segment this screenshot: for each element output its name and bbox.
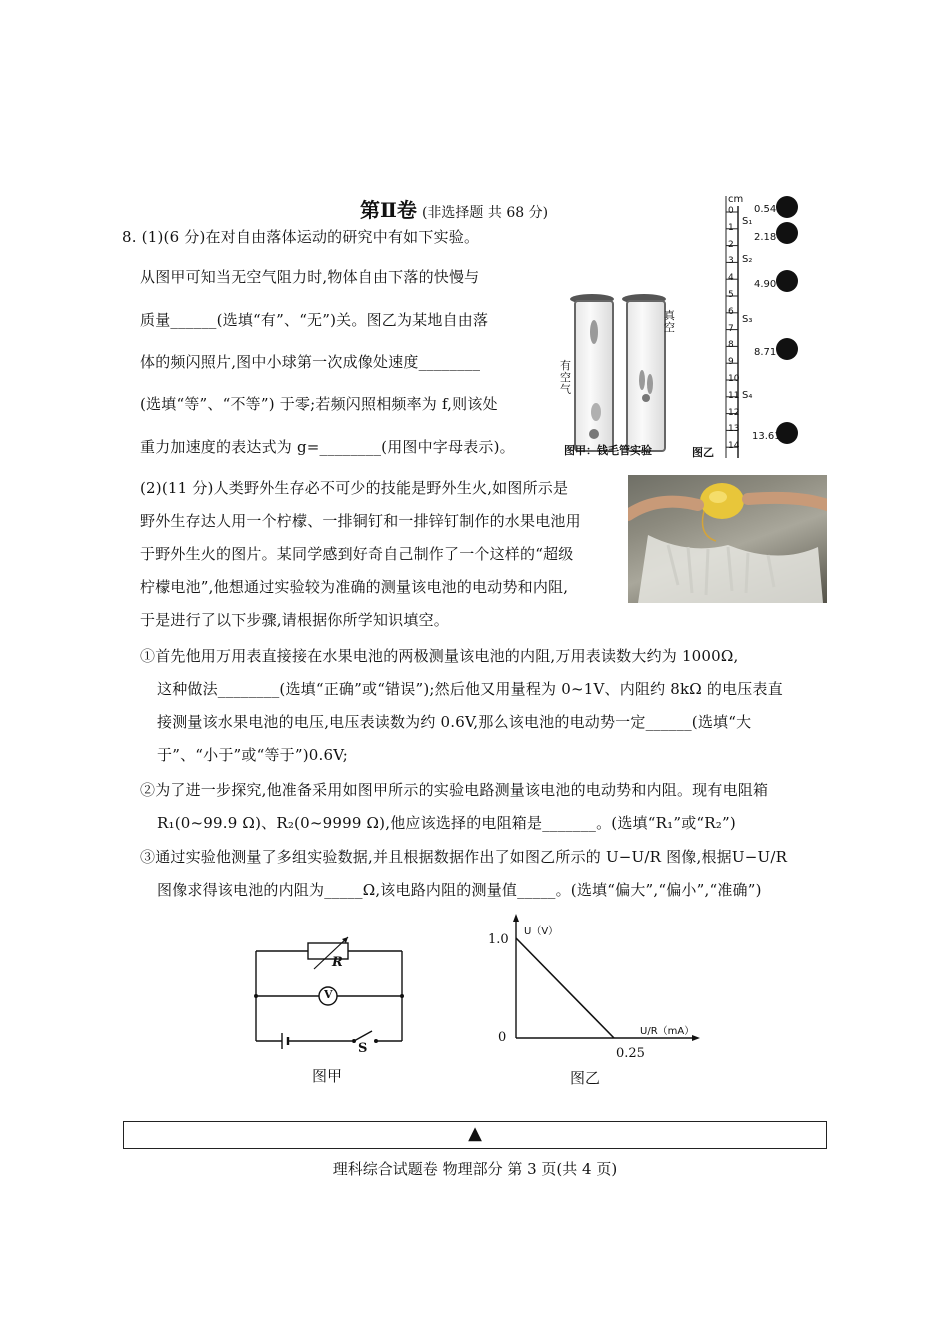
ruler-tick-label: 7 bbox=[728, 323, 734, 334]
q8-p1-line: (选填“等”、“不等”) 于零;若频闪照相频率为 f,则该处 bbox=[140, 395, 498, 413]
q8-p1-line: 体的频闪照片,图中小球第一次成像处速度________ bbox=[140, 353, 481, 371]
q8-intro: 8. (1)(6 分)在对自由落体运动的研究中有如下实验。 bbox=[122, 228, 480, 246]
strobe-photo-figure bbox=[690, 192, 810, 462]
circuit-caption: 图甲 bbox=[312, 1067, 343, 1085]
reading-1: 0.54 bbox=[754, 204, 777, 215]
ruler-tick-label: 5 bbox=[728, 290, 734, 300]
x-tick-label: 0.25 bbox=[616, 1046, 645, 1061]
falling-objects-vacuum bbox=[628, 302, 664, 450]
q8-p2-line: (2)(11 分)人类野外生存必不可少的技能是野外生火,如图所示是 bbox=[140, 479, 569, 497]
label-with-air: 有空气 bbox=[560, 359, 571, 396]
u-ur-graph bbox=[480, 912, 710, 1087]
ruler-tick-label: 4 bbox=[728, 273, 734, 284]
q8-p1-line: 从图甲可知当无空气阻力时,物体自由下落的快慢与 bbox=[140, 268, 480, 286]
origin-label: 0 bbox=[498, 1030, 507, 1045]
section-header bbox=[360, 194, 548, 223]
reading-5: 13.61 bbox=[752, 431, 781, 442]
ruler-unit: cm bbox=[728, 194, 744, 205]
ruler-tick-label: 6 bbox=[728, 306, 734, 317]
falling-objects-air bbox=[576, 302, 612, 450]
ball-image-2 bbox=[776, 222, 798, 244]
reading-2: 2.18 bbox=[754, 232, 777, 243]
caption-tube-figure: 图甲：钱毛管实验 bbox=[564, 444, 652, 457]
switch-symbol bbox=[354, 1031, 372, 1041]
ruler-tick-label: 11 bbox=[728, 390, 740, 401]
q8-p2-line: 野外生存达人用一个柠檬、一排铜钉和一排锌钉制作的水果电池用 bbox=[140, 512, 581, 530]
ruler-tick-label: 10 bbox=[728, 374, 740, 384]
page-footer: 理科综合试题卷 物理部分 第 3 页(共 4 页) bbox=[332, 1160, 618, 1178]
q8-item3-line: 图像求得该电池的内阻为_____Ω,该电路内阻的测量值_____。(选填“偏大”,“偏小”,“准确”) bbox=[157, 881, 762, 899]
voltmeter-label: V bbox=[324, 988, 333, 1001]
tube-vacuum bbox=[626, 300, 666, 452]
ruler-graphic bbox=[690, 192, 810, 462]
switch-label: S bbox=[358, 1041, 368, 1056]
q8-p1-line: 重力加速度的表达式为 g=________(用图中字母表示)。 bbox=[140, 438, 515, 456]
q8-p1-line: 质量______(选填“有”、“无”)关。图乙为某地自由落 bbox=[140, 311, 489, 329]
ruler-tick-label: 14 bbox=[728, 441, 740, 452]
ruler-tick-label: 2 bbox=[728, 239, 734, 250]
segment-s3: S₃ bbox=[742, 314, 753, 325]
y-tick-label: 1.0 bbox=[488, 932, 509, 947]
reading-4: 8.71 bbox=[754, 347, 777, 358]
feather-tube-figure bbox=[560, 290, 700, 460]
caption-strobe-figure: 图乙 bbox=[692, 446, 714, 459]
ruler-tick-label: 0 bbox=[728, 206, 734, 216]
ruler-tick-label: 12 bbox=[728, 407, 740, 418]
section-subtitle: (非选择题 共 68 分) bbox=[421, 205, 549, 221]
segment-s2: S₂ bbox=[742, 254, 753, 265]
q8-item2-line: ②为了进一步探究,他准备采用如图甲所示的实验电路测量该电池的电动势和内阻。现有电阻箱 bbox=[140, 781, 769, 799]
ball-image-3 bbox=[776, 270, 798, 292]
data-line bbox=[516, 938, 614, 1038]
segment-s1: S₁ bbox=[742, 216, 753, 227]
section-title: 第Ⅱ卷 bbox=[360, 198, 417, 222]
lemon-battery-illustration bbox=[628, 475, 827, 603]
ruler-tick-label: 8 bbox=[728, 340, 734, 351]
ruler-tick-label: 9 bbox=[728, 357, 734, 368]
ball-image-4 bbox=[776, 338, 798, 360]
triangle-marker-icon: ▲ bbox=[468, 1123, 482, 1144]
answer-area-divider bbox=[123, 1121, 827, 1149]
circuit-diagram bbox=[248, 935, 410, 1085]
q8-item1-line: 这种做法________(选填“正确”或“错误”);然后他又用量程为 0~1V、内阻约 8kΩ 的电压表直 bbox=[157, 680, 783, 698]
q8-item3-line: ③通过实验他测量了多组实验数据,并且根据数据作出了如图乙所示的 U−U/R 图像,根据U−U/R bbox=[140, 848, 788, 866]
resistor-label: R bbox=[332, 955, 343, 970]
lemon-battery-photo bbox=[628, 475, 827, 603]
q8-p2-line: 柠檬电池”,他想通过实验较为准确的测量该电池的电动势和内阻, bbox=[140, 578, 569, 596]
ruler-tick-label: 3 bbox=[728, 256, 734, 267]
q8-item1-line: ①首先他用万用表直接接在水果电池的两极测量该电池的内阻,万用表读数大约为 1000Ω, bbox=[140, 647, 739, 665]
q8-item2-line: R₁(0~99.9 Ω)、R₂(0~9999 Ω),他应该选择的电阻箱是_______。(选填“R₁”或“R₂”) bbox=[157, 814, 736, 832]
segment-s4: S₄ bbox=[742, 390, 753, 401]
ruler-tick-label: 1 bbox=[728, 222, 734, 233]
q8-p2-line: 于是进行了以下步骤,请根据你所学知识填空。 bbox=[140, 611, 449, 629]
graph-caption: 图乙 bbox=[570, 1069, 601, 1087]
ball-image-1 bbox=[776, 196, 798, 218]
q8-item1-line: 于”、“小于”或“等于”)0.6V; bbox=[157, 746, 349, 764]
y-axis-label: U（V） bbox=[524, 926, 559, 937]
q8-item1-line: 接测量该水果电池的电压,电压表读数为约 0.6V,那么该电池的电动势一定______(选填“大 bbox=[157, 713, 752, 731]
label-vacuum: 真空 bbox=[664, 309, 675, 334]
x-axis-label: U/R（mA） bbox=[640, 1026, 695, 1037]
ruler-tick-label: 13 bbox=[728, 424, 740, 435]
tube-with-air bbox=[574, 300, 614, 452]
q8-p2-line: 于野外生火的图片。某同学感到好奇自己制作了一个这样的“超级 bbox=[140, 545, 574, 563]
reading-3: 4.90 bbox=[754, 279, 777, 290]
